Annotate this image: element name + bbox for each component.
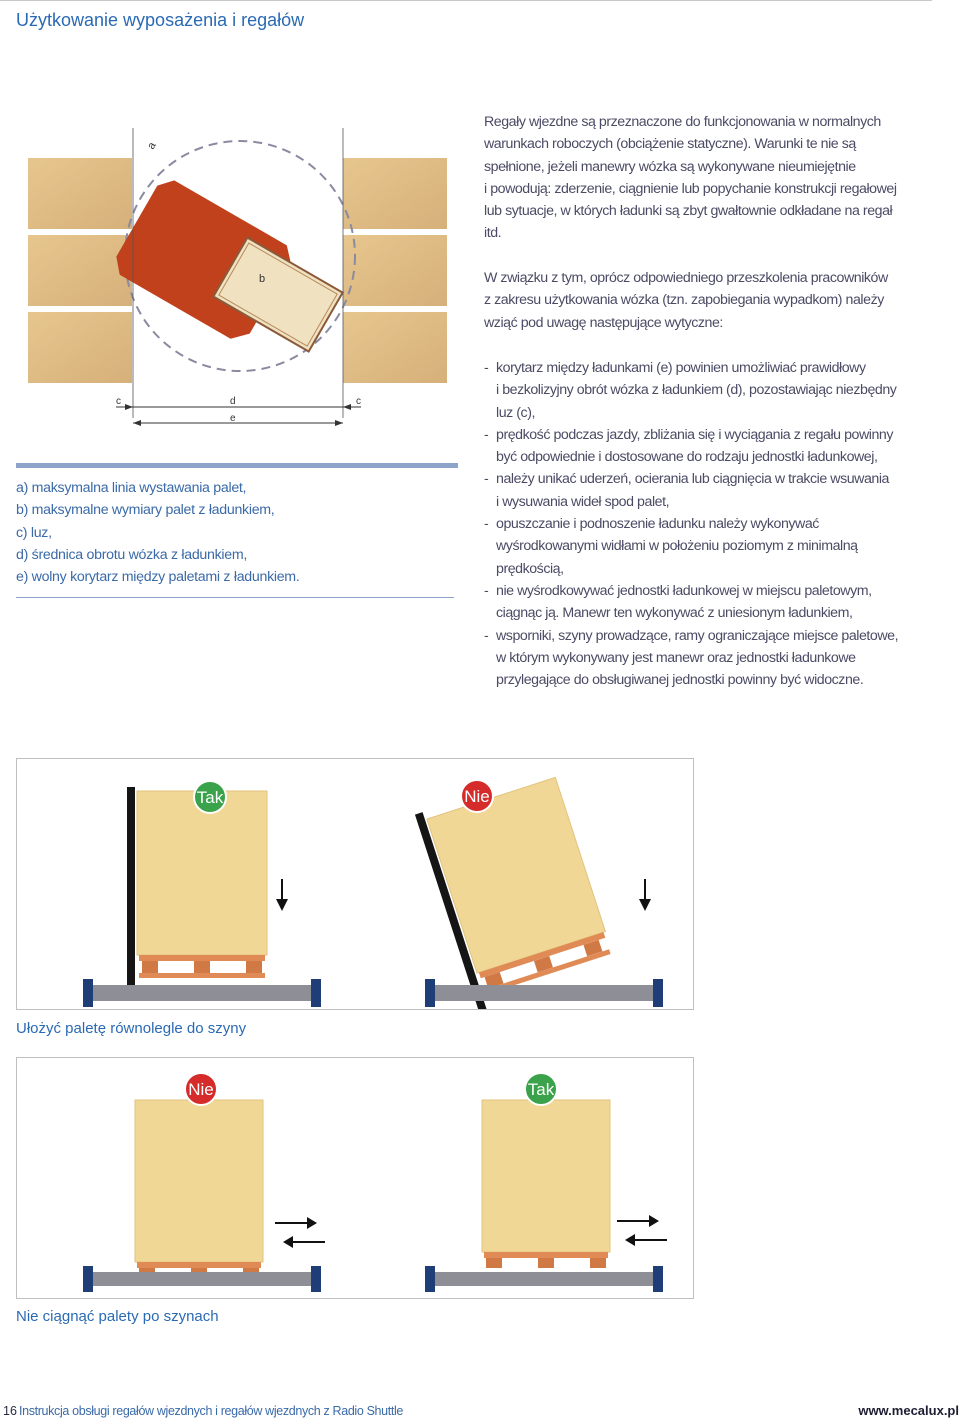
- footer-text: Instrukcja obsługi regałów wjezdnych i regałów wjezdnych z Radio Shuttle: [19, 1404, 404, 1418]
- turning-diagram: [16, 118, 461, 438]
- diagram-legend: [16, 477, 299, 588]
- label-e: e: [230, 413, 236, 424]
- figure1-left-badge: Tak: [196, 788, 224, 807]
- list-item: - opuszczanie i podnoszenie ładunku należy wykonywać wyśrodkowanymi widłami w położeniu poziomym z minimalną prędkością,: [484, 516, 858, 577]
- figure-no-dragging: [16, 1057, 694, 1299]
- figure2-caption: Nie ciągnąć palety po szynach: [16, 1308, 219, 1325]
- intro-paragraph-2: W związku z tym, oprócz odpowiedniego przeszkolenia pracowników z zakresu użytkowania wózka (tzn. zapobiegania wypadkom) należy wziąć pod uwagę następujące wytyczne:: [484, 270, 888, 331]
- pallet-right-2: [343, 235, 447, 306]
- footer-url[interactable]: www.mecalux.pl: [858, 1403, 959, 1418]
- list-item: - prędkość podczas jazdy, zbliżania się i wyciągania z regału powinny być odpowiednie i dostosowane do rodzaju jednostki ładunkowej,: [484, 426, 894, 466]
- legend-top-bar: [16, 463, 458, 468]
- figure2-left-badge: Nie: [188, 1080, 214, 1099]
- list-item: - nie wyśrodkowywać jednostki ładunkowej w miejscu paletowym, ciągnąc ją. Manewr ten wykonywać z uniesionym ładunkiem,: [484, 582, 872, 622]
- pallet-tilted-scene: [415, 770, 651, 1010]
- fork-mast: [127, 787, 135, 991]
- page-number: 16: [3, 1404, 17, 1418]
- legend-item-b: b) maksymalne wymiary palet z ładunkiem,: [16, 502, 275, 519]
- label-b: b: [259, 273, 266, 285]
- pallet-right-1: [343, 158, 447, 229]
- legend-item-d: d) średnica obrotu wózka z ładunkiem,: [16, 546, 247, 563]
- list-item: - korytarz między ładunkami (e) powinien umożliwiać prawidłowy i bezkolizyjny obrót wózka z ładunkiem (d), pozostawiając niezbędny luz (c),: [484, 360, 897, 421]
- list-item: - wsporniki, szyny prowadzące, ramy ograniczające miejsce paletowe, w którym wykonywany jest manewr oraz jednostki ładunkowe przylegające do obsługiwanej jednostki powinny być widoczne.: [484, 627, 899, 689]
- intro-paragraph-1: Regały wjezdne są przeznaczone do funkcjonowania w normalnych warunkach roboczych (obciążenie statyczne). Warunki te nie są spełnione, jeżeli manewry wózka są wykonywane nieumiejętnie i powodują: zderzenie, ciągnienie lub popychanie konstrukcji regałowej lub sytuacje, w których ładunki są zbyt gwałtownie odkładane na regał itd.: [484, 114, 897, 242]
- page-title: Użytkowanie wyposażenia i regałów: [16, 10, 305, 30]
- label-a: a: [145, 140, 159, 152]
- list-item: - należy unikać uderzeń, ocierania lub ciągnięcia w trakcie wsuwania i wysuwania wideł spod palet,: [484, 471, 890, 510]
- pallet-left-1: [28, 158, 132, 229]
- legend-item-c: c) luz,: [16, 524, 52, 541]
- figure1-right-badge: Nie: [464, 787, 490, 806]
- rail-left: [83, 1272, 321, 1286]
- top-rule: [0, 0, 932, 1]
- pallet-left-2: [28, 235, 132, 306]
- rail-right: [425, 985, 663, 1001]
- guidelines-list: [484, 357, 924, 691]
- pallet-left-3: [28, 312, 132, 383]
- legend-item-a: a) maksymalna linia wystawania palet,: [16, 480, 247, 496]
- legend-bottom-rule: [16, 597, 454, 598]
- figure1-caption: Ułożyć paletę równolegle do szyny: [16, 1020, 247, 1037]
- pallet-parallel-scene: [127, 781, 288, 991]
- label-c-right: c: [356, 396, 361, 407]
- legend-item-e: e) wolny korytarz między paletami z ładunkiem.: [16, 569, 300, 586]
- rail-left: [83, 985, 321, 1001]
- forklift-truck: [109, 174, 349, 375]
- figure-parallel-pallet: [16, 758, 694, 1010]
- pallet-lifted-scene: [482, 1073, 667, 1268]
- pallet-dragging-scene: [135, 1073, 325, 1276]
- pallet-right-3: [343, 312, 447, 383]
- rail-right: [425, 1272, 663, 1286]
- label-d: d: [230, 396, 236, 407]
- label-c-left: c: [116, 396, 121, 407]
- load-box: [137, 791, 267, 955]
- figure2-right-badge: Tak: [527, 1080, 555, 1099]
